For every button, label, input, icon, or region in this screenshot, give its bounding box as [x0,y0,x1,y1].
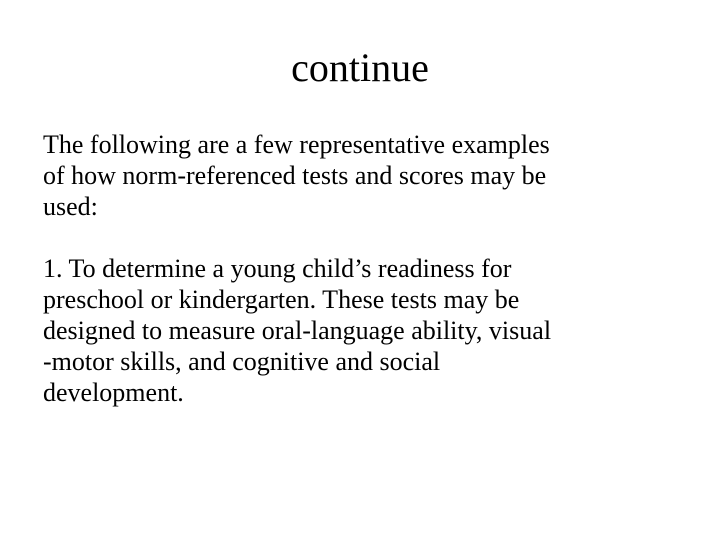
slide-title: continue [291,45,429,90]
example-line: designed to measure oral-language ability, visual [43,316,552,345]
intro-line: The following are a few representative examples [43,130,550,159]
example-line: -motor skills, and cognitive and social [43,347,441,376]
intro-line: of how norm-referenced tests and scores may be [43,161,547,190]
example-line: 1. To determine a young child’s readiness for [43,254,512,283]
example-line: preschool or kindergarten. These tests may be [43,285,520,314]
example-line: development. [43,378,184,407]
slide-body [43,129,683,408]
intro-line: used: [43,192,98,221]
intro-paragraph [43,129,683,222]
example-1-paragraph [43,253,683,408]
